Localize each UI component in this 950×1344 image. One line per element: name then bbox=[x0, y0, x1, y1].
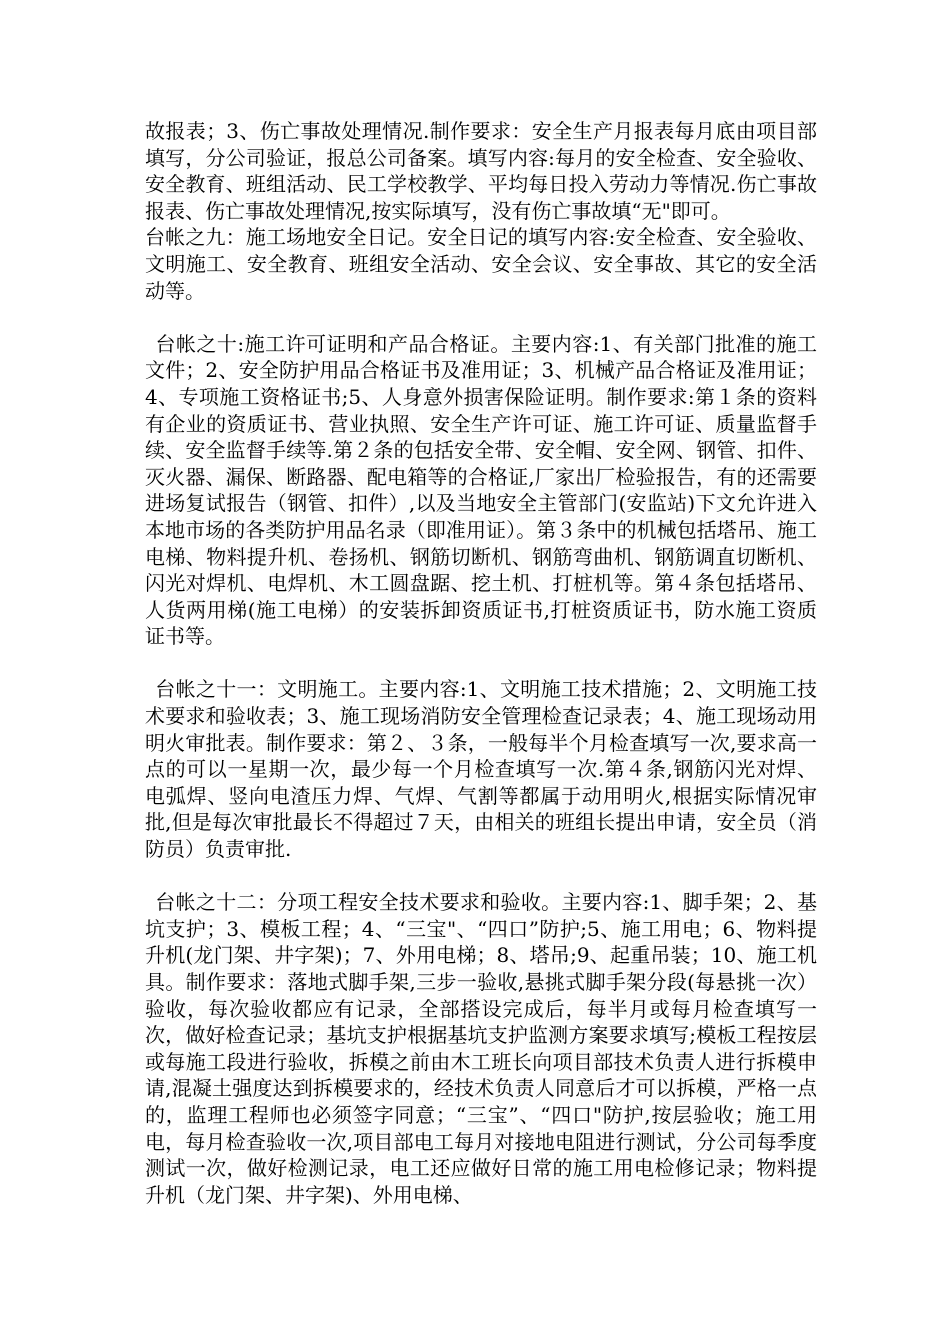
paragraph-ledger-10 bbox=[145, 331, 817, 650]
paragraph-ledger-10-text: 台帐之十:施工许可证明和产品合格证。主要内容:1、有关部门批准的施工文件；2、安全防护用品合格证书及准用证；3、机械产品合格证及准用证；4、专项施工资格证书;5、人身意外损害保险证明。制作要求:第１条的资料有企业的资质证书、营业执照、安全生产许可证、施工许可证、质量监督手续、安全监督手续等.第２条的包括安全带、安全帽、安全网、钢管、扣件、灭火器、漏保、断路器、配电箱等的合格证,厂家出厂检验报告，有的还需要进场复试报告（钢管、扣件）,以及当地安全主管部门(安监站)下文允许进入本地市场的各类防护用品名录（即准用证）。第３条中的机械包括塔吊、施工电梯、物料提升机、卷扬机、钢筋切断机、钢筋弯曲机、钢筋调直切断机、闪光对焊机、电焊机、木工圆盘踞、挖土机、打桩机等。第４条包括塔吊、人货两用梯(施工电梯）的安装拆卸资质证书,打桩资质证书，防水施工资质证书等。 bbox=[145, 331, 817, 649]
paragraph-ledger-11 bbox=[145, 676, 817, 862]
paragraph-ledger-12-text: 台帐之十二：分项工程安全技术要求和验收。主要内容:1、脚手架；2、基坑支护；3、模板工程；4、“三宝"、“四口”防护;5、施工用电；6、物料提升机(龙门架、井字架)；7、外用电梯；8、塔吊;9、起重吊装；10、施工机具。制作要求：落地式脚手架,三步一验收,悬挑式脚手架分段(每悬挑一次）验收，每次验收都应有记录，全部搭设完成后，每半月或每月检查填写一次，做好检查记录；基坑支护根据基坑支护监测方案要求填写;模板工程按层或每施工段进行验收，拆模之前由木工班长向项目部技术负责人进行拆模申请,混凝土强度达到拆模要求的，经技术负责人同意后才可以拆模，严格一点的，监理工程师也必须签字同意；“三宝”、“四口"防护,按层验收；施工用电，每月检查验收一次,项目部电工每月对接地电阻进行测试，分公司每季度测试一次，做好检测记录，电工还应做好日常的施工用电检修记录；物料提升机（龙门架、井字架)、外用电梯、 bbox=[145, 890, 817, 1207]
paragraph-accident-report: 故报表；3、伤亡事故处理情况.制作要求：安全生产月报表每月底由项目部填写，分公司验证，报总公司备案。填写内容:每月的安全检查、安全验收、安全教育、班组活动、民工学校教学、平均每日投入劳动力等情况.伤亡事故报表、伤亡事故处理情况,按实际填写，没有伤亡事故填“无"即可。 bbox=[145, 119, 817, 223]
paragraph-ledger-12 bbox=[145, 889, 817, 1208]
document-body bbox=[145, 118, 817, 1208]
paragraph-ledger-11-text: 台帐之十一：文明施工。主要内容:1、文明施工技术措施；2、文明施工技术要求和验收表；3、施工现场消防安全管理检查记录表；4、施工现场动用明火审批表。制作要求：第２、３条，一般每半个月检查填写一次,要求高一点的可以一星期一次，最少每一个月检查填写一次.第４条,钢筋闪光对焊、电弧焊、竖向电渣压力焊、气焊、气割等都属于动用明火,根据实际情况审批,但是每次审批最长不得超过７天，由相关的班组长提出申请，安全员（消防员）负责审批. bbox=[145, 677, 817, 862]
paragraph-ledger-9: 台帐之九：施工场地安全日记。安全日记的填写内容:安全检查、安全验收、文明施工、安全教育、班组安全活动、安全会议、安全事故、其它的安全活动等。 bbox=[145, 225, 817, 303]
